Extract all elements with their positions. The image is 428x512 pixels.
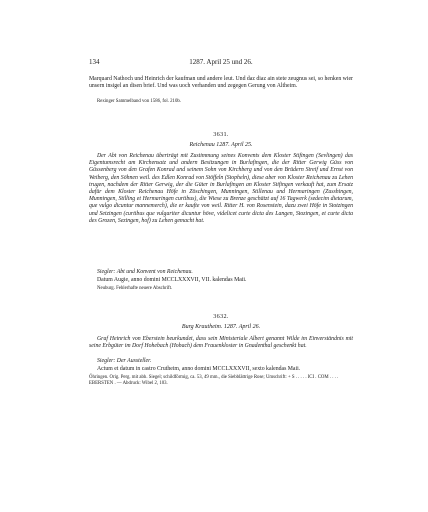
- top-source-note: Rexinger Sammelband von 1586, fol. 210b.: [97, 99, 181, 104]
- entry-datum-3632: Actum et datum in castro Crutheim, anno domini MCCLXXXVII, sexto kalendas Maii.: [97, 366, 301, 372]
- entry-regest-3631: Der Abt von Reichenau überträgt mit Zustimmung seines Konvents dem Kloster Stifingen (Sevlingen) das Eigentumsrecht am Kirchensatz und andern Besitzungen in Burlafingen, die der Ritter Gerwig Güss von Güssenberg von den Grafen Konrad und seinem Sohn von Kirchberg und von den Brüdern Streif und Ernst von Weiberg, den Söhnen weil. des Edlen Konrad von Stöffeln (Stopheln), diese aber von Kloster Reichenau zu Lehen trugen, nachdem der Ritter Gerwig, der die Güter in Burlafingen an Kloster Stifingen verkauft hat, zum Ersatz dafür dem Kloster Reichenau Höfe in Zöschingen, Munningen, Stillenau und Hermaringen (Zusshingen, Munningen, Stilling et Hermaringen curtibus), die Wiese zu Brenze geschätzt auf 16 Tagwerk (sedecim dietarum, que vulgo dicuntur mannemerch), die er kaufte von weil. Ritter H. von Rosenstein, dazu zwei Höfe in Stotzingen und Setzingen (curtibus que vulgariter dicuntur höve, videlicet curte dicta des Langen, Stozingen, et curte dicta des Grozen, Sezingen, hof) zu Lehen gemacht hat.: [89, 153, 353, 224]
- entry-sealer-3632: Siegler: Der Aussteller.: [97, 358, 152, 364]
- top-paragraph: Marquard Nathoch und Heinrich der kaufman und andere leut. Und daz diaz ain stete zeugnus sei, so henken wier unsern insigel an disen brief. Und was uoch verhanden und zegegen Gerung von Altheim.: [89, 76, 353, 90]
- entry-sealer-3631: Siegler: Abt und Konvent von Reichenau.: [97, 269, 193, 275]
- entry-place-date-3631: Reichenau 1287. April 25.: [189, 142, 253, 148]
- entry-number-3631: 3631.: [213, 131, 229, 138]
- header-title: 1287. April 25 und 26.: [189, 58, 253, 66]
- page-number: 134: [89, 58, 100, 66]
- entry-notes-3632: Öhringen. Orig. Perg. mit abh. Siegel; schildförmig, ca. 53, 49 mm., die Siebblättrige Rose; Umschrift: + S . . . . . ICI . COM . . . . EBERSTEN . — Abdruck: Wibel 2, 103.: [89, 375, 339, 386]
- entry-datum-3631: Datum Augie, anno domini MCCLXXXVII, VII. kalendas Maii.: [97, 277, 247, 283]
- entry-regest-3632: Graf Heinrich von Eberstein beurkundet, dass sein Ministeriale Albert genannt Wilde im Einverständnis mit seine Erbgüter im Dorf Hohebach (Hobach) dem Frauenkloster in Gnadenthal geschenkt hat.: [89, 336, 353, 350]
- entry-source-3631: Neuburg. Fehlerhafte neuere Abschrift.: [97, 286, 173, 291]
- running-header: [89, 58, 353, 68]
- entry-number-3632: 3632.: [213, 313, 229, 320]
- entry-place-date-3632: Burg Krautheim. 1287. April 26.: [181, 324, 261, 330]
